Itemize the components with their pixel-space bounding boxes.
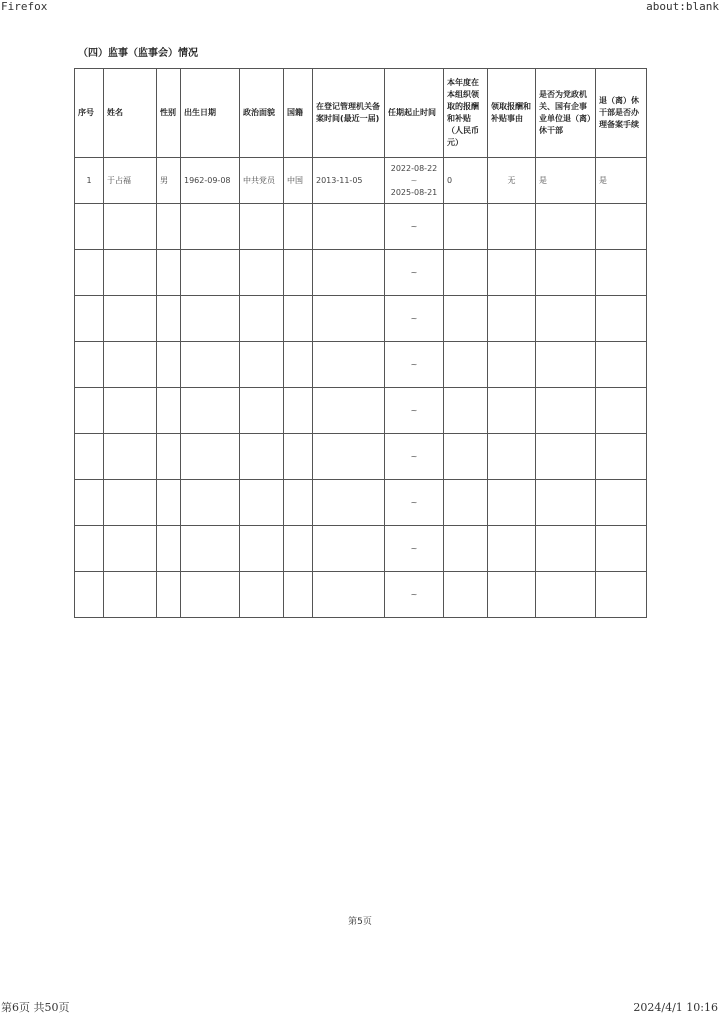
table-row-empty xyxy=(75,388,647,434)
empty-cell xyxy=(104,296,157,342)
empty-cell xyxy=(157,204,181,250)
empty-term-cell: ~ xyxy=(385,434,444,480)
term-end: 2025-08-21 xyxy=(390,187,438,197)
empty-cell xyxy=(536,434,596,480)
empty-cell xyxy=(536,572,596,618)
table-row-empty xyxy=(75,572,647,618)
empty-cell xyxy=(240,250,284,296)
empty-cell xyxy=(596,342,647,388)
empty-cell xyxy=(104,342,157,388)
empty-cell xyxy=(313,434,385,480)
member-politics: 中共党员 xyxy=(240,158,284,204)
empty-cell xyxy=(104,434,157,480)
empty-cell xyxy=(75,526,104,572)
header-cell: 本年度在本组织领取的报酬和补贴（人民币元） xyxy=(444,69,488,158)
empty-cell xyxy=(488,250,536,296)
table-row xyxy=(75,158,647,204)
table-row-empty xyxy=(75,434,647,480)
term-separator: ~ xyxy=(410,175,418,185)
empty-cell xyxy=(596,480,647,526)
member-pay: 0 xyxy=(444,158,488,204)
empty-cell xyxy=(104,250,157,296)
empty-cell xyxy=(75,572,104,618)
empty-cell xyxy=(181,342,240,388)
empty-cell xyxy=(181,434,240,480)
empty-cell xyxy=(284,204,313,250)
header-cell: 序号 xyxy=(75,69,104,158)
section-title: （四）监事（监事会）情况 xyxy=(78,48,198,59)
empty-cell xyxy=(284,526,313,572)
empty-cell xyxy=(240,434,284,480)
empty-cell xyxy=(488,342,536,388)
empty-cell xyxy=(181,480,240,526)
member-filing-date: 2013-11-05 xyxy=(313,158,385,204)
empty-cell xyxy=(596,388,647,434)
empty-cell xyxy=(240,388,284,434)
header-cell: 出生日期 xyxy=(181,69,240,158)
header-cell: 国籍 xyxy=(284,69,313,158)
empty-term-cell: ~ xyxy=(385,204,444,250)
header-cell: 任期起止时间 xyxy=(385,69,444,158)
member-term xyxy=(385,158,444,204)
empty-cell xyxy=(444,204,488,250)
empty-cell xyxy=(157,342,181,388)
empty-cell xyxy=(313,204,385,250)
empty-cell xyxy=(313,480,385,526)
empty-term-cell: ~ xyxy=(385,572,444,618)
header-cell: 退（离）休干部是否办理备案手续 xyxy=(596,69,647,158)
header-cell: 姓名 xyxy=(104,69,157,158)
empty-cell xyxy=(240,342,284,388)
empty-cell xyxy=(313,342,385,388)
empty-cell xyxy=(488,296,536,342)
empty-cell xyxy=(284,342,313,388)
table-header-row xyxy=(75,69,647,158)
empty-cell xyxy=(596,526,647,572)
empty-cell xyxy=(536,388,596,434)
empty-term-cell: ~ xyxy=(385,296,444,342)
empty-cell xyxy=(444,526,488,572)
empty-cell xyxy=(536,204,596,250)
empty-cell xyxy=(596,434,647,480)
header-cell: 是否为党政机关、国有企事业单位退（离）休干部 xyxy=(536,69,596,158)
empty-cell xyxy=(313,296,385,342)
empty-cell xyxy=(444,296,488,342)
empty-cell xyxy=(536,342,596,388)
browser-url: about:blank xyxy=(646,0,719,13)
header-cell: 政治面貌 xyxy=(240,69,284,158)
empty-cell xyxy=(181,296,240,342)
browser-app-name: Firefox xyxy=(1,0,48,13)
member-gender: 男 xyxy=(157,158,181,204)
empty-cell xyxy=(284,572,313,618)
empty-term-cell: ~ xyxy=(385,526,444,572)
empty-cell xyxy=(104,204,157,250)
member-name: 于占福 xyxy=(104,158,157,204)
empty-cell xyxy=(313,526,385,572)
empty-cell xyxy=(444,250,488,296)
empty-cell xyxy=(444,388,488,434)
empty-term-cell: ~ xyxy=(385,388,444,434)
empty-cell xyxy=(596,572,647,618)
empty-cell xyxy=(240,296,284,342)
header-cell: 在登记管理机关备案时间(最近一届) xyxy=(313,69,385,158)
empty-cell xyxy=(157,480,181,526)
empty-cell xyxy=(444,434,488,480)
empty-cell xyxy=(157,388,181,434)
member-nationality: 中国 xyxy=(284,158,313,204)
empty-cell xyxy=(313,572,385,618)
empty-cell xyxy=(75,250,104,296)
empty-cell xyxy=(444,480,488,526)
empty-cell xyxy=(240,204,284,250)
empty-cell xyxy=(488,572,536,618)
empty-cell xyxy=(75,342,104,388)
empty-cell xyxy=(157,434,181,480)
table-row-empty xyxy=(75,526,647,572)
empty-cell xyxy=(75,388,104,434)
empty-cell xyxy=(181,526,240,572)
empty-cell xyxy=(536,526,596,572)
member-pay-reason: 无 xyxy=(488,158,536,204)
empty-cell xyxy=(75,434,104,480)
empty-cell xyxy=(181,204,240,250)
empty-cell xyxy=(536,480,596,526)
empty-cell xyxy=(104,388,157,434)
member-retired-filed: 是 xyxy=(596,158,647,204)
empty-cell xyxy=(313,250,385,296)
empty-term-cell: ~ xyxy=(385,480,444,526)
empty-cell xyxy=(488,388,536,434)
empty-cell xyxy=(157,526,181,572)
supervisor-table xyxy=(74,68,647,618)
empty-cell xyxy=(488,434,536,480)
member-birth-date: 1962-09-08 xyxy=(181,158,240,204)
empty-term-cell: ~ xyxy=(385,342,444,388)
header-cell: 领取报酬和补贴事由 xyxy=(488,69,536,158)
empty-cell xyxy=(284,250,313,296)
empty-cell xyxy=(104,480,157,526)
row-number: 1 xyxy=(75,158,104,204)
table-row-empty xyxy=(75,250,647,296)
empty-cell xyxy=(75,296,104,342)
empty-cell xyxy=(157,572,181,618)
empty-cell xyxy=(240,572,284,618)
empty-cell xyxy=(444,572,488,618)
empty-cell xyxy=(488,204,536,250)
empty-cell xyxy=(313,388,385,434)
header-cell: 性别 xyxy=(157,69,181,158)
empty-cell xyxy=(596,250,647,296)
table-row-empty xyxy=(75,342,647,388)
table-row-empty xyxy=(75,480,647,526)
empty-cell xyxy=(181,250,240,296)
empty-cell xyxy=(444,342,488,388)
page-number: 第5页 xyxy=(348,917,372,927)
term-start: 2022-08-22 xyxy=(390,163,438,173)
empty-cell xyxy=(157,296,181,342)
empty-cell xyxy=(488,526,536,572)
empty-cell xyxy=(284,388,313,434)
member-retired: 是 xyxy=(536,158,596,204)
print-page-info: 第6页 共50页 xyxy=(1,1001,70,1014)
empty-cell xyxy=(488,480,536,526)
empty-cell xyxy=(181,388,240,434)
empty-cell xyxy=(181,572,240,618)
empty-cell xyxy=(536,250,596,296)
empty-cell xyxy=(104,526,157,572)
empty-term-cell: ~ xyxy=(385,250,444,296)
empty-cell xyxy=(284,296,313,342)
print-datetime: 2024/4/1 10:16 xyxy=(633,1001,718,1014)
empty-cell xyxy=(596,204,647,250)
empty-cell xyxy=(240,526,284,572)
empty-cell xyxy=(75,480,104,526)
empty-cell xyxy=(75,204,104,250)
table-row-empty xyxy=(75,296,647,342)
empty-cell xyxy=(284,434,313,480)
empty-cell xyxy=(596,296,647,342)
empty-cell xyxy=(536,296,596,342)
empty-cell xyxy=(240,480,284,526)
empty-cell xyxy=(104,572,157,618)
empty-cell xyxy=(284,480,313,526)
table-row-empty xyxy=(75,204,647,250)
empty-cell xyxy=(157,250,181,296)
